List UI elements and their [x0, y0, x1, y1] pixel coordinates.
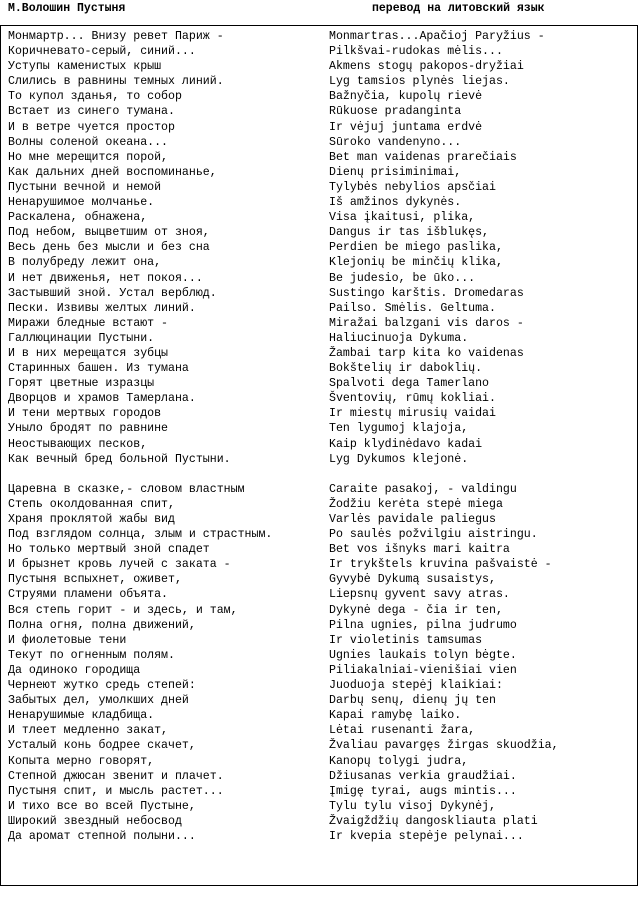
- translation-line: Žodžiu kerėta stepė miega: [329, 497, 503, 511]
- translation-line: Įmigę tyrai, augs mintis...: [329, 784, 517, 798]
- translation-line: Ir violetinis tamsumas: [329, 633, 483, 647]
- original-line: Степной джюсан звенит и плачет.: [8, 769, 224, 783]
- translation-line: Akmens stogų pakopos-dryžiai: [329, 60, 524, 74]
- original-line: Струями пламени объята.: [8, 588, 169, 602]
- original-line: Как дальних дней воспоминанье,: [8, 165, 217, 179]
- original-line: Усталый конь бодрее скачет,: [8, 739, 196, 753]
- translation-line: Caraite pasakoj, - valdingu: [329, 482, 517, 496]
- original-line: В полубреду лежит она,: [8, 256, 162, 270]
- translation-line: Ir kvepia stepėje pelynai...: [329, 829, 524, 843]
- translation-column: [329, 29, 559, 844]
- translation-line: Monmartras...Apačioj Paryžius -: [329, 30, 545, 43]
- translation-note: перевод на литовский язык: [372, 2, 545, 15]
- original-line: Чернеют жутко средь степей:: [8, 679, 196, 693]
- translation-line: Miražai balzgani vis daros -: [329, 316, 524, 330]
- original-line: Широкий звездный небосвод: [8, 814, 182, 828]
- translation-line: Ten lygumoj klajoja,: [329, 422, 469, 436]
- original-line: Ненарушимые кладбища.: [8, 709, 155, 723]
- translation-line: Žvaigždžių dangoskliauta plati: [329, 814, 538, 828]
- translation-line: Šventovių, rūmų kokliai.: [329, 392, 496, 406]
- translation-line: Pilkšvai-rudokas mėlis...: [329, 45, 503, 59]
- translation-line: Be judesio, be ūko...: [329, 271, 476, 285]
- original-line: Галлюцинации Пустыни.: [8, 331, 155, 345]
- translation-line: Sustingo karštis. Dromedaras: [329, 286, 524, 300]
- original-line: Забытых дел, умолкших дней: [8, 694, 189, 708]
- original-line: Ненарушимое молчанье.: [8, 196, 155, 210]
- translation-line: Dienų prisiminimai,: [329, 165, 462, 179]
- translation-line: Lyg Dykumos klejonė.: [329, 452, 469, 466]
- translation-line: Tylybės nebylios apsčiai: [329, 180, 496, 194]
- original-line: И в ветре чуется простор: [8, 120, 175, 134]
- translation-line: Kanopų tolygi judra,: [329, 754, 469, 768]
- original-line: Пески. Извивы желтых линий.: [8, 301, 196, 315]
- translation-line: Po saulės požvilgiu aistringu.: [329, 528, 538, 542]
- original-line: Текут по огненным полям.: [8, 648, 175, 662]
- stanza-gap: [8, 467, 272, 482]
- original-line: Встает из синего тумана.: [8, 105, 175, 119]
- original-line: Застывший зной. Устал верблюд.: [8, 286, 217, 300]
- translation-line: Žvaliau pavargęs žirgas skuodžia,: [329, 739, 559, 753]
- author-title: М.Волошин Пустыня: [8, 2, 126, 15]
- translation-line: Tylu tylu visoj Dykynėj,: [329, 799, 496, 813]
- translation-line: Klejonių be minčių klika,: [329, 256, 503, 270]
- translation-line: Darbų senų, dienų jų ten: [329, 694, 496, 708]
- original-line: Весь день без мысли и без сна: [8, 241, 210, 255]
- original-line: Пустыня спит, и мысль растет...: [8, 784, 224, 798]
- translation-line: Kaip klydinėdavo kadai: [329, 437, 483, 451]
- translation-line: Perdien be miego paslika,: [329, 241, 503, 255]
- original-line: Монмартр... Внизу ревет Париж -: [8, 30, 224, 43]
- translation-line: Iš amžinos dykynės.: [329, 196, 462, 210]
- page-header: [0, 0, 640, 24]
- original-column: [8, 29, 272, 844]
- translation-line: Bažnyčia, kupolų rievė: [329, 90, 483, 104]
- translation-line: Bet vos išnyks mari kaitra: [329, 543, 510, 557]
- original-line: Вся степь горит - и здесь, и там,: [8, 603, 238, 617]
- translation-line: Bokštelių ir daboklių.: [329, 362, 483, 376]
- translation-line: Ir vėjuj juntama erdvė: [329, 120, 483, 134]
- original-line: Раскалена, обнажена,: [8, 211, 148, 225]
- original-line: И тени мертвых городов: [8, 407, 162, 421]
- translation-line: Pilna ugnies, pilna judrumo: [329, 618, 517, 632]
- translation-line: Juoduoja stepėj klaikiai:: [329, 679, 503, 693]
- original-line: Да одиноко городища: [8, 663, 141, 677]
- translation-line: Spalvoti dega Tamerlano: [329, 377, 490, 391]
- original-line: И нет движенья, нет покоя...: [8, 271, 203, 285]
- translation-line: Ir miestų mirusių vaidai: [329, 407, 496, 421]
- translation-line: Ugnies laukais tolyn bėgte.: [329, 648, 517, 662]
- translation-line: Piliakalniai-vienišiai vien: [329, 663, 517, 677]
- original-line: Уныло бродят по равнине: [8, 422, 169, 436]
- original-line: Миражи бледные встают -: [8, 316, 169, 330]
- translation-line: Bet man vaidenas prarečiais: [329, 150, 517, 164]
- translation-line: Ir trykštels kruvina pašvaistė -: [329, 558, 552, 572]
- original-line: Пустыня вспыхнет, оживет,: [8, 573, 182, 587]
- translation-line: Gyvybė Dykumą susaistys,: [329, 573, 496, 587]
- original-line: Полна огня, полна движений,: [8, 618, 196, 632]
- translation-line: Haliucinuoja Dykuma.: [329, 331, 469, 345]
- original-line: Пустыни вечной и немой: [8, 180, 162, 194]
- original-line: Как вечный бред больной Пустыни.: [8, 452, 231, 466]
- original-line: Под небом, выцветшим от зноя,: [8, 226, 210, 240]
- translation-line: Lėtai rusenanti žara,: [329, 724, 476, 738]
- original-line: Но только мертвый зной спадет: [8, 543, 210, 557]
- original-line: Копыта мерно говорят,: [8, 754, 155, 768]
- original-line: Слились в равнины темных линий.: [8, 75, 224, 89]
- translation-line: Dykynė dega - čia ir ten,: [329, 603, 503, 617]
- translation-line: Rūkuose pradanginta: [329, 105, 462, 119]
- original-line: Но мне мерещится порой,: [8, 150, 169, 164]
- original-line: Волны соленой океана...: [8, 135, 169, 149]
- original-line: Дворцов и храмов Тамерлана.: [8, 392, 196, 406]
- original-line: Горят цветные изразцы: [8, 377, 155, 391]
- translation-line: Dangus ir tas išblukęs,: [329, 226, 490, 240]
- original-line: Под взглядом солнца, злым и страстным.: [8, 528, 273, 542]
- original-line: Царевна в сказке,- словом властным: [8, 482, 245, 496]
- translation-line: Žambai tarp kita ko vaidenas: [329, 346, 524, 360]
- original-line: То купол зданья, то собор: [8, 90, 182, 104]
- original-line: И тихо все во всей Пустыне,: [8, 799, 196, 813]
- original-line: Да аромат степной полыни...: [8, 829, 196, 843]
- original-line: И в них мерещатся зубцы: [8, 346, 169, 360]
- original-line: И брызнет кровь лучей с заката -: [8, 558, 231, 572]
- original-line: Уступы каменистых крыш: [8, 60, 162, 74]
- translation-line: Pailso. Smėlis. Geltuma.: [329, 301, 496, 315]
- original-line: Степь околдованная спит,: [8, 497, 175, 511]
- original-line: Старинных башен. Из тумана: [8, 362, 189, 376]
- translation-line: Liepsnų gyvent savy atras.: [329, 588, 510, 602]
- original-line: Храня проклятой жабы вид: [8, 513, 175, 526]
- original-line: И фиолетовые тени: [8, 633, 127, 647]
- translation-line: Visa įkaitusi, plika,: [329, 211, 476, 225]
- stanza-gap: [329, 467, 559, 482]
- translation-line: Džiusanas verkia graudžiai.: [329, 769, 517, 783]
- translation-line: Varlės pavidale paliegus: [329, 513, 496, 526]
- translation-line: Sūroko vandenyno...: [329, 135, 462, 149]
- original-line: Неостывающих песков,: [8, 437, 148, 451]
- original-line: И тлеет медленно закат,: [8, 724, 169, 738]
- translation-line: Kapai ramybę laiko.: [329, 709, 462, 723]
- original-line: Коричневато-серый, синий...: [8, 45, 196, 59]
- translation-line: Lyg tamsios plynės liejas.: [329, 75, 510, 89]
